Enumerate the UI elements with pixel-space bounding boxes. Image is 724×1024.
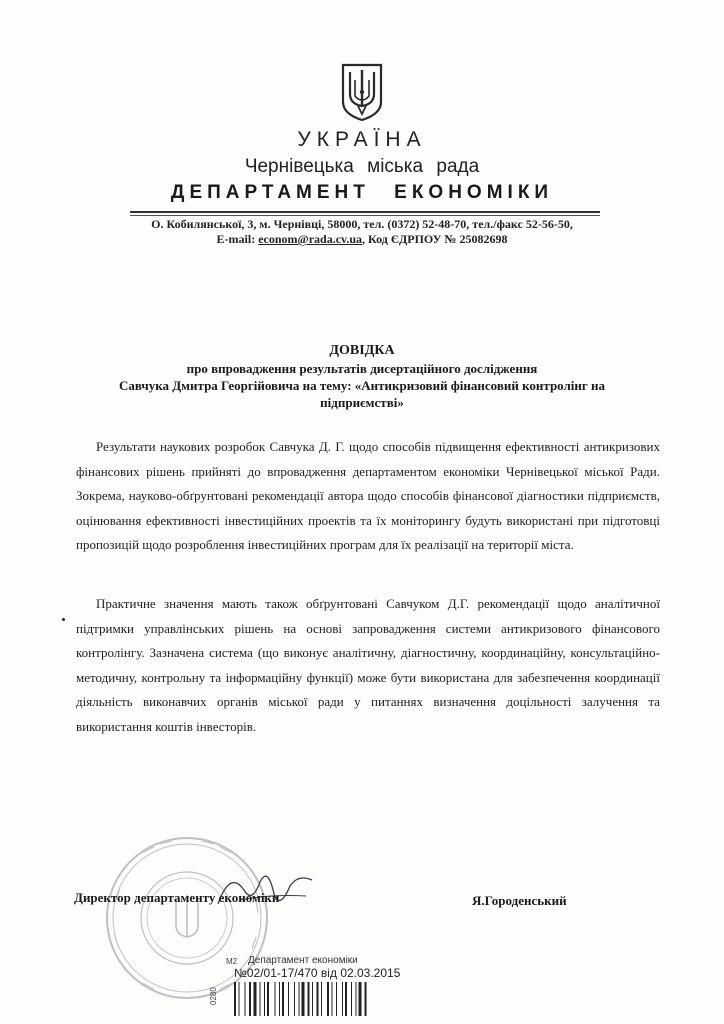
email-link[interactable]: econom@rada.cv.ua (258, 232, 363, 246)
registration-department: Департамент економіки (248, 955, 358, 966)
header-divider-thin (130, 215, 600, 216)
paragraph-2 (76, 592, 660, 740)
department-name: ДЕПАРТАМЕНТ ЕКОНОМІКИ (170, 182, 554, 203)
signatory-name: Я.Городенський (472, 893, 567, 908)
country-name: УКРАЇНА (297, 128, 427, 151)
email-line (0, 232, 724, 247)
subtitle-line-1: про впровадження результатів дисертаційного дослідження (186, 361, 538, 376)
trident-emblem-icon (340, 62, 384, 122)
address-line: О. Кобилянської, 3, м. Чернівці, 58000, тел. (0372) 52-48-70, тел./факс 52-56-50, (151, 217, 573, 231)
registration-code: М2 (226, 957, 238, 966)
registry-code: , Код ЄДРПОУ № 25082698 (362, 232, 508, 246)
council-name: Чернівецька міська рада (244, 156, 480, 177)
registration-number: №02/01-17/470 від 02.03.2015 (234, 966, 401, 980)
subtitle-line-2: Савчука Дмитра Георгійовича на тему: «Антикризовий фінансовий контролінг на (118, 378, 606, 393)
document-title: ДОВІДКА (329, 343, 395, 358)
header-divider (130, 211, 600, 213)
barcode-icon (234, 982, 402, 1016)
paragraph-2-text: Практичне значення мають також обґрунтовані Савчуком Д.Г. рекомендації щодо аналітичної підтримки управлінських рішень на основі запровадження системи антикризового фінансового контролінгу. Зазначена система (що виконує аналітичну, діагностичну, координаційну, консультаційно-методичну, контрольну та інформаційну функції) може бути використана для забезпечення координації діяльність виконавчих органів міської ради у питаннях визначення доцільності залучення та використання коштів інвесторів. (76, 596, 660, 734)
document-subtitle (60, 360, 664, 411)
contact-block (0, 217, 724, 247)
email-label: E-mail: (216, 232, 256, 246)
subtitle-line-3: підприємстві» (320, 395, 404, 410)
director-position: Директор департаменту економіки (74, 890, 280, 905)
barcode-side-code: 0280 (209, 987, 218, 1005)
paragraph-1 (76, 435, 660, 558)
margin-dot (62, 618, 65, 621)
paragraph-1-text: Результати наукових розробок Савчука Д. Г. щодо способів підвищення ефективності антикризових фінансових рішень прийняті до впровадження департаментом економіки Чернівецької міської Ради. Зокрема, науково-обґрунтовані рекомендації автора щодо способів фінансової діагностики підприємств, оцінювання ефективності інвестиційних проектів та їх моніторингу будуть використані при підготовці пропозицій щодо розроблення інвестиційних програм для їх реалізації на території міста. (76, 439, 660, 553)
